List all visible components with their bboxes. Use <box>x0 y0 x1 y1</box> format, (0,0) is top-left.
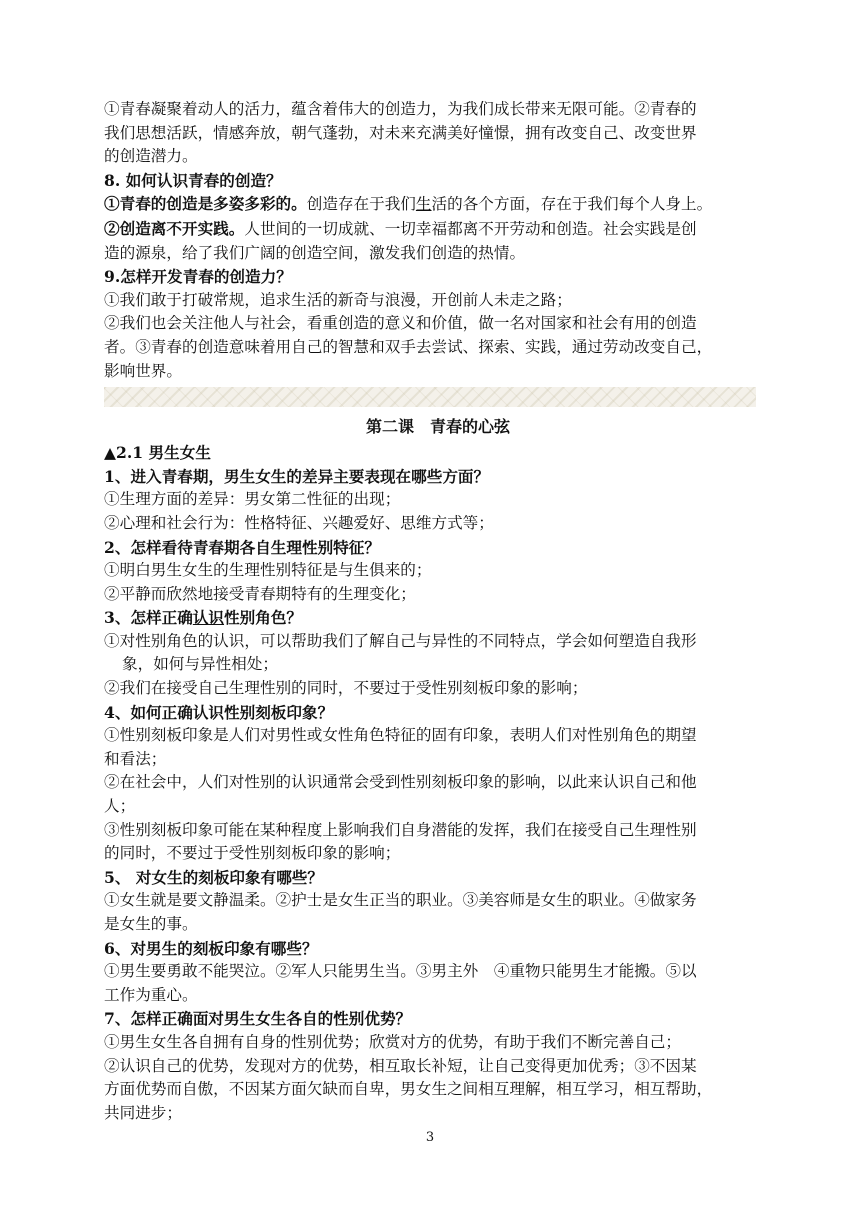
paragraph-line: 影响世界。 <box>104 361 182 380</box>
text-run: 活的各个方面，存在于我们每个人身上。 <box>431 195 713 214</box>
paragraph-line: 的同时，不要过于受性别刻板印象的影响； <box>104 844 401 863</box>
document-page <box>104 98 772 1125</box>
paragraph-line: ①我们敢于打破常规，追求生活的新奇与浪漫，开创前人未走之路； <box>104 290 572 309</box>
question-heading: 6、对男生的刻板印象有哪些？ <box>104 938 318 958</box>
underlined-text: 认识 <box>192 608 225 628</box>
question-heading: 4、如何正确认识性别刻板印象？ <box>104 702 334 722</box>
paragraph-line: ②心理和社会行为：性格特征、兴趣爱好、思维方式等； <box>104 513 494 532</box>
page-number: 3 <box>425 1130 435 1145</box>
paragraph-line: ②在社会中，人们对性别的认识通常会受到性别刻板印象的影响，以此来认识自己和他 <box>104 773 697 792</box>
question-heading: 1、进入青春期，男生女生的差异主要表现在哪些方面？ <box>104 466 490 486</box>
paragraph-line: 造的源泉，给了我们广阔的创造空间，激发我们创造的热情。 <box>104 243 526 262</box>
paragraph-line: 象，如何与异性相处； <box>122 655 278 674</box>
question-heading <box>104 606 772 630</box>
text-run: 人世间的一切成就、一切幸福都离不开劳动和创造。社会实践是创 <box>244 219 697 238</box>
text-run: 3、怎样正确 <box>104 608 193 628</box>
paragraph-line: ①女生就是要文静温柔。②护士是女生正当的职业。③美容师是女生的职业。④做家务 <box>104 891 697 910</box>
paragraph-line: 方面优势而自傲，不因某方面欠缺而自卑，男女生之间相互理解，相互学习，相互帮助， <box>104 1080 713 1099</box>
lesson-title: 第二课 青春的心弦 <box>365 417 510 437</box>
paragraph-line: 和看法； <box>104 749 167 768</box>
paragraph-line: ②我们在接受自己生理性别的同时，不要过于受性别刻板印象的影响； <box>104 679 588 698</box>
paragraph-line: ①青春凝聚着动人的活力，蕴含着伟大的创造力，为我们成长带来无限可能。②青春的 <box>104 100 697 118</box>
paragraph-line: ①男生要勇敢不能哭泣。②军人只能男生当。③男主外 ④重物只能男生才能搬。⑤以 <box>104 962 697 981</box>
paragraph-line: ①明白男生女生的生理性别特征是与生俱来的； <box>104 561 432 580</box>
paragraph-line: 共同进步； <box>104 1103 182 1122</box>
section-heading: ▲2.1 男生女生 <box>104 443 211 463</box>
paragraph-line <box>104 192 772 217</box>
paragraph-line: 我们思想活跃，情感奔放，朝气蓬勃，对未来充满美好憧憬，拥有改变自己、改变世界 <box>104 123 697 142</box>
paragraph-line: ①男生女生各自拥有自身的性别优势；欣赏对方的优势，有助于我们不断完善自己； <box>104 1032 681 1051</box>
paragraph-line: ①生理方面的差异：男女第二性征的出现； <box>104 490 401 509</box>
paragraph-line: 的创造潜力。 <box>104 147 198 166</box>
underlined-text: 生 <box>415 195 432 214</box>
paragraph-line: 工作为重心。 <box>104 985 198 1004</box>
paragraph-line: ①性别刻板印象是人们对男性或女性角色特征的固有印象，表明人们对性别角色的期望 <box>104 726 697 745</box>
paragraph-line: ②我们也会关注他人与社会，看重创造的意义和价值，做一名对国家和社会有用的创造 <box>104 314 697 333</box>
paragraph-line: 是女生的事。 <box>104 915 198 933</box>
question-heading: 8. 如何认识青春的创造？ <box>104 170 282 190</box>
paragraph-line: ②认识自己的优势，发现对方的优势，相互取长补短，让自己变得更加优秀；③不因某 <box>104 1056 697 1075</box>
bold-lead: ①青春的创造是多姿多彩的。 <box>104 194 307 214</box>
text-run: 性别角色？ <box>224 608 303 628</box>
paragraph-line: ②平静而欣然地接受青春期特有的生理变化； <box>104 584 416 603</box>
paragraph-line: ①对性别角色的认识，可以帮助我们了解自己与异性的不同特点，学会如何塑造自我形 <box>104 631 697 650</box>
decorative-divider <box>104 387 756 407</box>
question-heading: 5、 对女生的刻板印象有哪些？ <box>104 867 323 887</box>
bold-lead: ②创造离不开实践。 <box>104 218 245 238</box>
paragraph-line: 人； <box>104 797 136 816</box>
paragraph-line <box>104 217 772 242</box>
question-heading: 2、怎样看待青春期各自生理性别特征？ <box>104 537 380 557</box>
paragraph-line: 者。③青春的创造意味着用自己的智慧和双手去尝试、探索、实践，通过劳动改变自己， <box>104 337 713 356</box>
question-heading: 9.怎样开发青春的创造力？ <box>104 267 292 287</box>
text-run: 创造存在于我们 <box>306 195 416 214</box>
question-heading: 7、怎样正确面对男生女生各自的性别优势？ <box>104 1009 412 1029</box>
paragraph-line: ③性别刻板印象可能在某种程度上影响我们自身潜能的发挥，我们在接受自己生理性别 <box>104 820 697 839</box>
